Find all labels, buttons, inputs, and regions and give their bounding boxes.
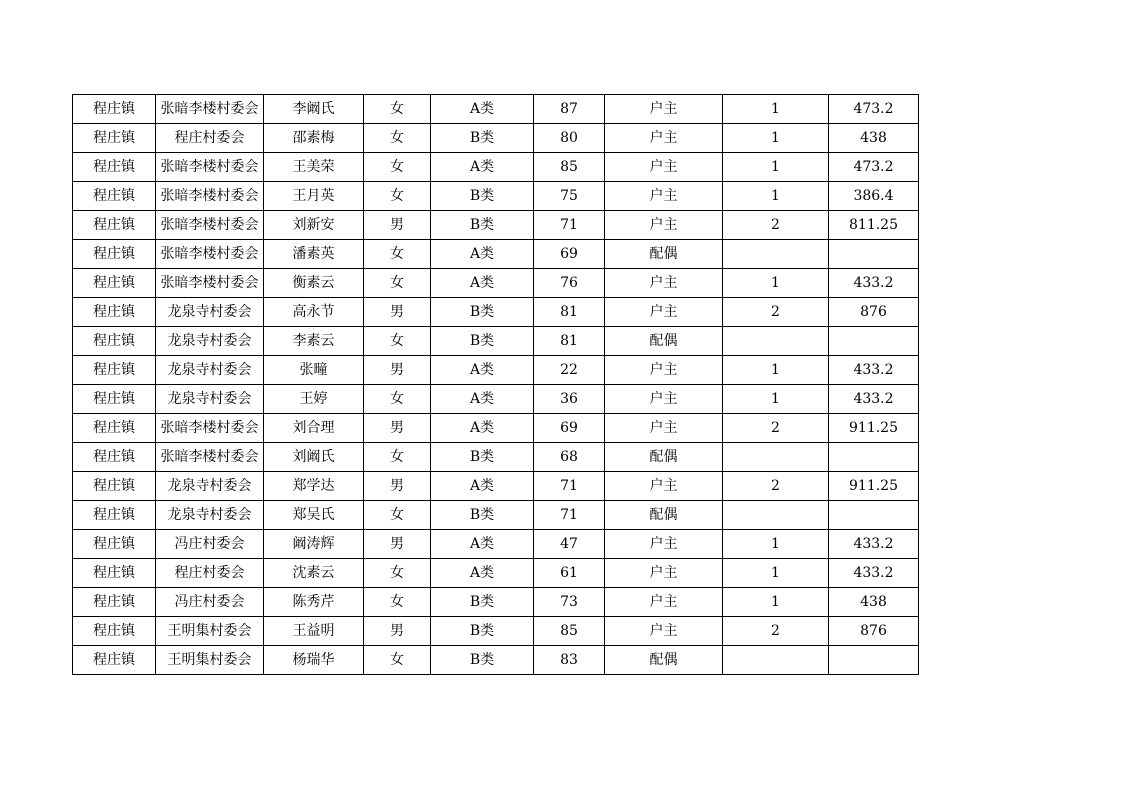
relation-cell: 配偶 bbox=[605, 240, 723, 269]
category-cell: B类 bbox=[431, 617, 534, 646]
town-cell: 程庄镇 bbox=[73, 414, 156, 443]
relation-cell: 户主 bbox=[605, 95, 723, 124]
village-cell: 程庄村委会 bbox=[156, 124, 264, 153]
category-cell: B类 bbox=[431, 182, 534, 211]
category-cell: B类 bbox=[431, 443, 534, 472]
relation-cell: 户主 bbox=[605, 472, 723, 501]
age-cell: 69 bbox=[534, 240, 605, 269]
amount-cell: 438 bbox=[829, 124, 919, 153]
gender-cell: 男 bbox=[364, 356, 431, 385]
town-cell: 程庄镇 bbox=[73, 182, 156, 211]
relation-cell: 户主 bbox=[605, 530, 723, 559]
relation-cell: 户主 bbox=[605, 617, 723, 646]
household-count-cell bbox=[723, 443, 829, 472]
name-cell: 潘素英 bbox=[264, 240, 364, 269]
age-cell: 36 bbox=[534, 385, 605, 414]
age-cell: 61 bbox=[534, 559, 605, 588]
amount-cell: 438 bbox=[829, 588, 919, 617]
village-cell: 张暗李楼村委会 bbox=[156, 211, 264, 240]
household-count-cell bbox=[723, 240, 829, 269]
amount-cell: 433.2 bbox=[829, 385, 919, 414]
town-cell: 程庄镇 bbox=[73, 559, 156, 588]
village-cell: 张暗李楼村委会 bbox=[156, 153, 264, 182]
amount-cell: 473.2 bbox=[829, 153, 919, 182]
relation-cell: 户主 bbox=[605, 385, 723, 414]
village-cell: 张暗李楼村委会 bbox=[156, 95, 264, 124]
village-cell: 张暗李楼村委会 bbox=[156, 182, 264, 211]
village-cell: 张暗李楼村委会 bbox=[156, 414, 264, 443]
gender-cell: 女 bbox=[364, 240, 431, 269]
category-cell: A类 bbox=[431, 95, 534, 124]
village-cell: 龙泉寺村委会 bbox=[156, 356, 264, 385]
amount-cell bbox=[829, 443, 919, 472]
gender-cell: 女 bbox=[364, 269, 431, 298]
town-cell: 程庄镇 bbox=[73, 443, 156, 472]
name-cell: 李素云 bbox=[264, 327, 364, 356]
gender-cell: 女 bbox=[364, 327, 431, 356]
table-row bbox=[73, 153, 919, 182]
table-row bbox=[73, 443, 919, 472]
town-cell: 程庄镇 bbox=[73, 153, 156, 182]
household-count-cell: 1 bbox=[723, 559, 829, 588]
household-count-cell: 1 bbox=[723, 153, 829, 182]
relation-cell: 户主 bbox=[605, 356, 723, 385]
name-cell: 张疃 bbox=[264, 356, 364, 385]
village-cell: 张暗李楼村委会 bbox=[156, 443, 264, 472]
relation-cell: 户主 bbox=[605, 269, 723, 298]
table-row bbox=[73, 269, 919, 298]
household-count-cell: 1 bbox=[723, 124, 829, 153]
household-count-cell: 1 bbox=[723, 182, 829, 211]
amount-cell: 433.2 bbox=[829, 530, 919, 559]
name-cell: 沈素云 bbox=[264, 559, 364, 588]
age-cell: 71 bbox=[534, 211, 605, 240]
town-cell: 程庄镇 bbox=[73, 298, 156, 327]
household-count-cell bbox=[723, 501, 829, 530]
amount-cell: 911.25 bbox=[829, 414, 919, 443]
relation-cell: 户主 bbox=[605, 124, 723, 153]
table-row bbox=[73, 501, 919, 530]
name-cell: 衡素云 bbox=[264, 269, 364, 298]
household-count-cell: 2 bbox=[723, 211, 829, 240]
name-cell: 刘新安 bbox=[264, 211, 364, 240]
household-count-cell: 1 bbox=[723, 356, 829, 385]
relation-cell: 户主 bbox=[605, 182, 723, 211]
amount-cell: 433.2 bbox=[829, 559, 919, 588]
gender-cell: 男 bbox=[364, 530, 431, 559]
relation-cell: 户主 bbox=[605, 153, 723, 182]
age-cell: 85 bbox=[534, 153, 605, 182]
name-cell: 王婷 bbox=[264, 385, 364, 414]
name-cell: 王益明 bbox=[264, 617, 364, 646]
table-row bbox=[73, 211, 919, 240]
amount-cell: 433.2 bbox=[829, 269, 919, 298]
household-count-cell bbox=[723, 327, 829, 356]
gender-cell: 女 bbox=[364, 95, 431, 124]
amount-cell bbox=[829, 646, 919, 675]
category-cell: B类 bbox=[431, 588, 534, 617]
gender-cell: 男 bbox=[364, 472, 431, 501]
age-cell: 81 bbox=[534, 298, 605, 327]
village-cell: 程庄村委会 bbox=[156, 559, 264, 588]
amount-cell: 876 bbox=[829, 617, 919, 646]
amount-cell bbox=[829, 501, 919, 530]
amount-cell bbox=[829, 327, 919, 356]
gender-cell: 女 bbox=[364, 646, 431, 675]
name-cell: 李阚氏 bbox=[264, 95, 364, 124]
category-cell: B类 bbox=[431, 124, 534, 153]
gender-cell: 女 bbox=[364, 443, 431, 472]
table-row bbox=[73, 240, 919, 269]
amount-cell: 433.2 bbox=[829, 356, 919, 385]
table-row bbox=[73, 356, 919, 385]
town-cell: 程庄镇 bbox=[73, 530, 156, 559]
category-cell: A类 bbox=[431, 240, 534, 269]
gender-cell: 女 bbox=[364, 559, 431, 588]
category-cell: A类 bbox=[431, 385, 534, 414]
household-count-cell: 1 bbox=[723, 269, 829, 298]
amount-cell: 911.25 bbox=[829, 472, 919, 501]
village-cell: 张暗李楼村委会 bbox=[156, 240, 264, 269]
age-cell: 73 bbox=[534, 588, 605, 617]
category-cell: A类 bbox=[431, 472, 534, 501]
household-count-cell: 2 bbox=[723, 414, 829, 443]
table-row bbox=[73, 414, 919, 443]
village-cell: 冯庄村委会 bbox=[156, 530, 264, 559]
relation-cell: 户主 bbox=[605, 414, 723, 443]
gender-cell: 女 bbox=[364, 153, 431, 182]
table-row bbox=[73, 95, 919, 124]
gender-cell: 男 bbox=[364, 211, 431, 240]
town-cell: 程庄镇 bbox=[73, 617, 156, 646]
town-cell: 程庄镇 bbox=[73, 501, 156, 530]
age-cell: 85 bbox=[534, 617, 605, 646]
village-cell: 王明集村委会 bbox=[156, 617, 264, 646]
town-cell: 程庄镇 bbox=[73, 269, 156, 298]
name-cell: 刘合理 bbox=[264, 414, 364, 443]
town-cell: 程庄镇 bbox=[73, 211, 156, 240]
category-cell: B类 bbox=[431, 646, 534, 675]
table-row bbox=[73, 472, 919, 501]
village-cell: 龙泉寺村委会 bbox=[156, 298, 264, 327]
household-count-cell: 1 bbox=[723, 95, 829, 124]
age-cell: 71 bbox=[534, 501, 605, 530]
age-cell: 83 bbox=[534, 646, 605, 675]
gender-cell: 女 bbox=[364, 588, 431, 617]
category-cell: A类 bbox=[431, 269, 534, 298]
category-cell: A类 bbox=[431, 559, 534, 588]
amount-cell: 473.2 bbox=[829, 95, 919, 124]
category-cell: B类 bbox=[431, 211, 534, 240]
town-cell: 程庄镇 bbox=[73, 356, 156, 385]
village-cell: 龙泉寺村委会 bbox=[156, 501, 264, 530]
amount-cell: 811.25 bbox=[829, 211, 919, 240]
table-row bbox=[73, 182, 919, 211]
table-row bbox=[73, 298, 919, 327]
age-cell: 87 bbox=[534, 95, 605, 124]
household-count-cell: 2 bbox=[723, 298, 829, 327]
name-cell: 王月英 bbox=[264, 182, 364, 211]
table-row bbox=[73, 530, 919, 559]
relation-cell: 户主 bbox=[605, 559, 723, 588]
age-cell: 76 bbox=[534, 269, 605, 298]
name-cell: 郑学达 bbox=[264, 472, 364, 501]
village-cell: 龙泉寺村委会 bbox=[156, 385, 264, 414]
gender-cell: 男 bbox=[364, 298, 431, 327]
category-cell: A类 bbox=[431, 530, 534, 559]
age-cell: 75 bbox=[534, 182, 605, 211]
town-cell: 程庄镇 bbox=[73, 646, 156, 675]
table-row bbox=[73, 559, 919, 588]
town-cell: 程庄镇 bbox=[73, 124, 156, 153]
household-count-cell bbox=[723, 646, 829, 675]
town-cell: 程庄镇 bbox=[73, 588, 156, 617]
relation-cell: 配偶 bbox=[605, 646, 723, 675]
table-row bbox=[73, 617, 919, 646]
town-cell: 程庄镇 bbox=[73, 240, 156, 269]
gender-cell: 女 bbox=[364, 501, 431, 530]
category-cell: B类 bbox=[431, 327, 534, 356]
household-count-cell: 1 bbox=[723, 588, 829, 617]
name-cell: 高永节 bbox=[264, 298, 364, 327]
category-cell: A类 bbox=[431, 414, 534, 443]
name-cell: 陈秀芹 bbox=[264, 588, 364, 617]
table-row bbox=[73, 588, 919, 617]
household-count-cell: 1 bbox=[723, 530, 829, 559]
relation-cell: 户主 bbox=[605, 211, 723, 240]
relation-cell: 配偶 bbox=[605, 443, 723, 472]
age-cell: 47 bbox=[534, 530, 605, 559]
town-cell: 程庄镇 bbox=[73, 472, 156, 501]
town-cell: 程庄镇 bbox=[73, 95, 156, 124]
age-cell: 71 bbox=[534, 472, 605, 501]
household-count-cell: 2 bbox=[723, 472, 829, 501]
category-cell: A类 bbox=[431, 153, 534, 182]
gender-cell: 女 bbox=[364, 124, 431, 153]
age-cell: 81 bbox=[534, 327, 605, 356]
relation-cell: 配偶 bbox=[605, 327, 723, 356]
relation-cell: 户主 bbox=[605, 298, 723, 327]
category-cell: B类 bbox=[431, 501, 534, 530]
name-cell: 杨瑞华 bbox=[264, 646, 364, 675]
amount-cell: 876 bbox=[829, 298, 919, 327]
amount-cell bbox=[829, 240, 919, 269]
household-count-cell: 2 bbox=[723, 617, 829, 646]
village-cell: 张暗李楼村委会 bbox=[156, 269, 264, 298]
table-row bbox=[73, 385, 919, 414]
category-cell: B类 bbox=[431, 298, 534, 327]
relation-cell: 配偶 bbox=[605, 501, 723, 530]
town-cell: 程庄镇 bbox=[73, 385, 156, 414]
table-row bbox=[73, 646, 919, 675]
data-table bbox=[72, 94, 919, 675]
table-row bbox=[73, 327, 919, 356]
gender-cell: 男 bbox=[364, 617, 431, 646]
table-body bbox=[73, 95, 919, 675]
village-cell: 王明集村委会 bbox=[156, 646, 264, 675]
gender-cell: 女 bbox=[364, 385, 431, 414]
name-cell: 邵素梅 bbox=[264, 124, 364, 153]
age-cell: 68 bbox=[534, 443, 605, 472]
amount-cell: 386.4 bbox=[829, 182, 919, 211]
age-cell: 22 bbox=[534, 356, 605, 385]
village-cell: 冯庄村委会 bbox=[156, 588, 264, 617]
name-cell: 郑吴氏 bbox=[264, 501, 364, 530]
village-cell: 龙泉寺村委会 bbox=[156, 327, 264, 356]
village-cell: 龙泉寺村委会 bbox=[156, 472, 264, 501]
name-cell: 王美荣 bbox=[264, 153, 364, 182]
name-cell: 刘阚氏 bbox=[264, 443, 364, 472]
category-cell: A类 bbox=[431, 356, 534, 385]
relation-cell: 户主 bbox=[605, 588, 723, 617]
household-count-cell: 1 bbox=[723, 385, 829, 414]
name-cell: 阚涛辉 bbox=[264, 530, 364, 559]
age-cell: 80 bbox=[534, 124, 605, 153]
age-cell: 69 bbox=[534, 414, 605, 443]
table-row bbox=[73, 124, 919, 153]
gender-cell: 男 bbox=[364, 414, 431, 443]
gender-cell: 女 bbox=[364, 182, 431, 211]
town-cell: 程庄镇 bbox=[73, 327, 156, 356]
